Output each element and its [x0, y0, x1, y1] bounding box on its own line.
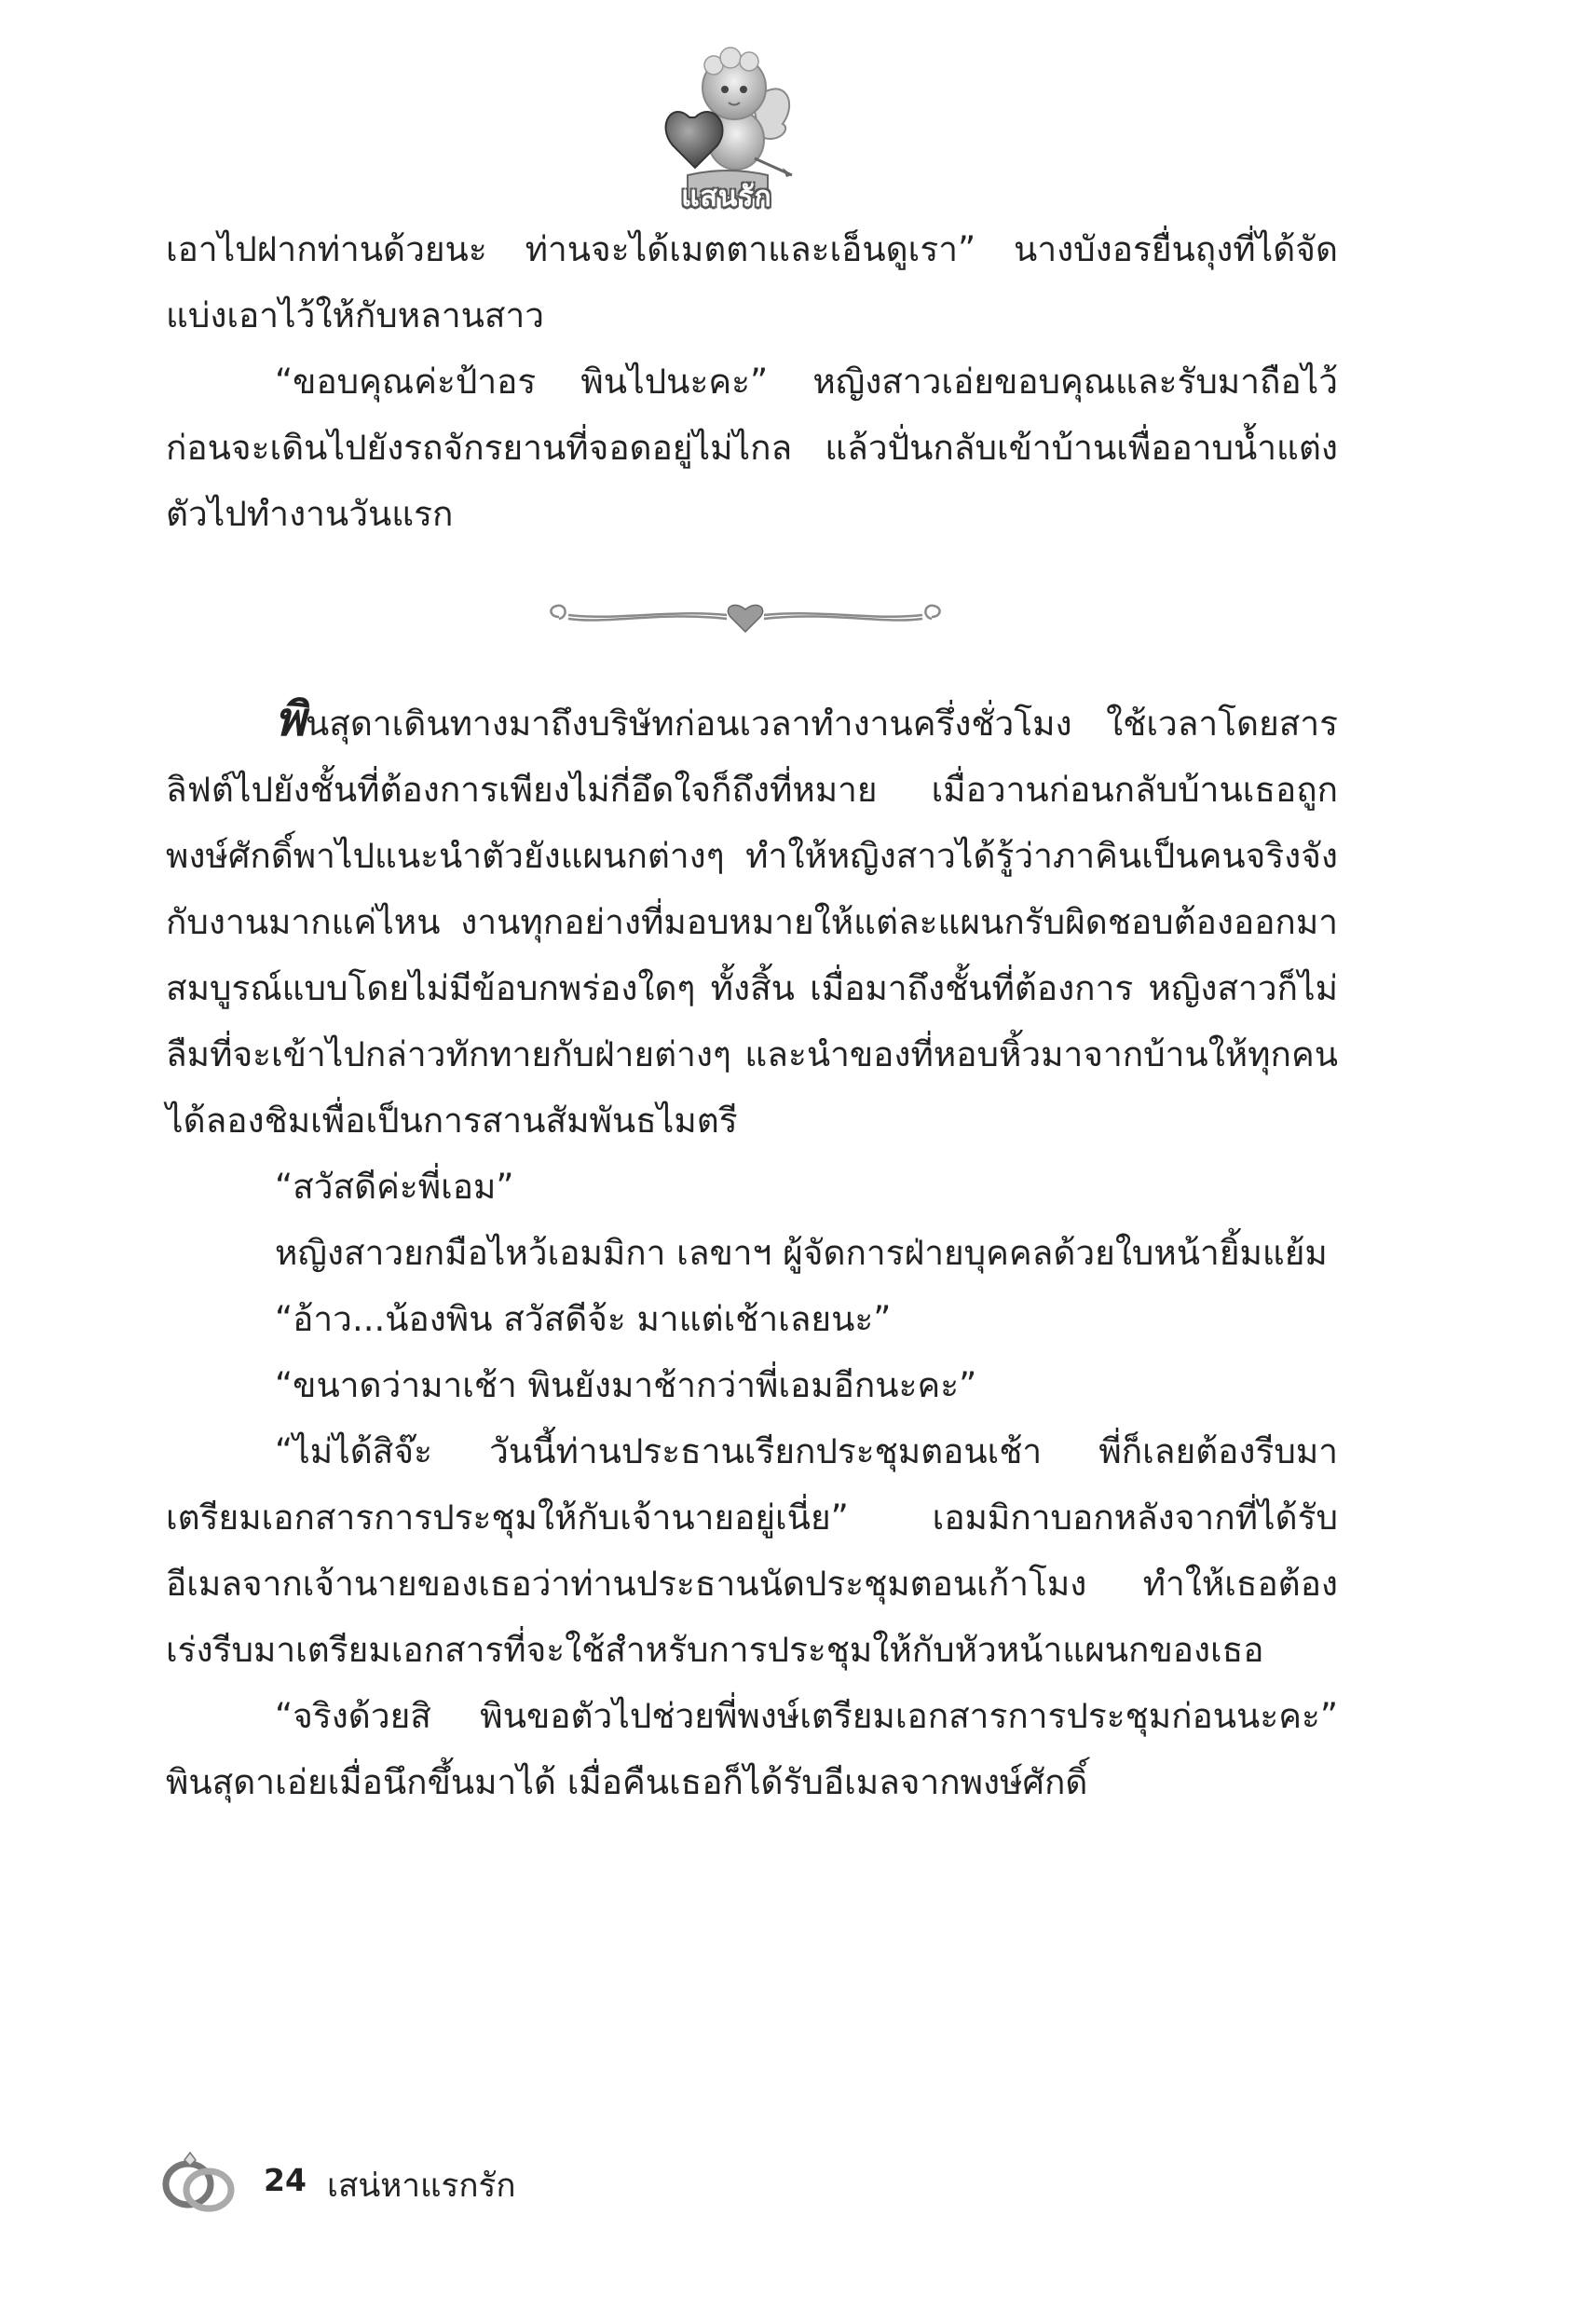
section-first-paragraph: [166, 687, 1338, 1154]
paragraph: “ขอบคุณค่ะป้าอร พินไปนะคะ” หญิงสาวเอ่ยขอบคุณและรับมาถือไว้ ก่อนจะเดินไปยังรถจักรยานที่จอดอยู่ไม่ไกล แล้วปั่นกลับเข้าบ้านเพื่ออาบน้ำแต่งตัวไปทำงานวันแรก: [166, 362, 1338, 534]
paragraph: “ขนาดว่ามาเช้า พินยังมาช้ากว่าพี่เอมอีกนะคะ”: [275, 1365, 977, 1405]
paragraph: “ไม่ได้สิจ๊ะ วันนี้ท่านประธานเรียกประชุมตอนเช้า พี่ก็เลยต้องรีบมาเตรียมเอกสารการประชุมให้กับเจ้านายอยู่เนี่ย” เอมมิกาบอกหลังจากที่ได้รับอีเมลจากเจ้านายของเธอว่าท่านประธานนัดประชุมตอนเก้าโมง ทำให้เธอต้องเร่งรีบมาเตรียมเอกสารที่จะใช้สำหรับการประชุมให้กับหัวหน้าแผนกของเธอ: [166, 1431, 1338, 1670]
drop-word: พิ: [275, 692, 306, 746]
paragraph: “สวัสดีค่ะพี่เอม”: [275, 1167, 514, 1207]
book-title: เสน่หาแรกรัก: [327, 2167, 516, 2205]
logo-text: แสนรัก: [681, 181, 772, 213]
header-logo: [652, 35, 801, 213]
heart-scroll-divider-icon: [540, 596, 950, 637]
page-number: 24: [264, 2162, 307, 2198]
wedding-rings-icon: [157, 2143, 240, 2218]
paragraph: หญิงสาวยกมือไหว้เอมมิกา เลขาฯ ผู้จัดการฝ่ายบุคคลด้วยใบหน้ายิ้มแย้ม: [275, 1233, 1328, 1273]
paragraph: “อ้าว...น้องพิน สวัสดีจ้ะ มาแต่เช้าเลยนะ”: [275, 1299, 892, 1339]
paragraph-text: นสุดาเดินทางมาถึงบริษัทก่อนเวลาทำงานครึ่งชั่วโมง ใช้เวลาโดยสารลิฟต์ไปยังชั้นที่ต้องการเพียงไม่กี่อึดใจก็ถึงที่หมาย เมื่อวานก่อนกลับบ้านเธอถูกพงษ์ศักดิ์พาไปแนะนำตัวยังแผนกต่างๆ ทำให้หญิงสาวได้รู้ว่าภาคินเป็นคนจริงจังกับงานมากแค่ไหน งานทุกอย่างที่มอบหมายให้แต่ละแผนกรับผิดชอบต้องออกมาสมบูรณ์แบบโดยไม่มีข้อบกพร่องใดๆ ทั้งสิ้น เมื่อมาถึงชั้นที่ต้องการ หญิงสาวก็ไม่ลืมที่จะเข้าไปกล่าวทักทายกับฝ่ายต่างๆ และนำของที่หอบหิ้วมาจากบ้านให้ทุกคนได้ลองชิมเพื่อเป็นการสานสัมพันธไมตรี: [166, 704, 1338, 1141]
paragraph: “จริงด้วยสิ พินขอตัวไปช่วยพี่พงษ์เตรียมเอกสารการประชุมก่อนนะคะ” พินสุดาเอ่ยเมื่อนึกขึ้นมาได้ เมื่อคืนเธอก็ได้รับอีเมลจากพงษ์ศักดิ์: [166, 1696, 1338, 1802]
page-content: [166, 216, 1338, 1815]
section-divider: [540, 596, 950, 637]
paragraph: เอาไปฝากท่านด้วยนะ ท่านจะได้เมตตาและเอ็นดูเรา” นางบังอรยื่นถุงที่ได้จัดแบ่งเอาไว้ให้กับหลานสาว: [166, 229, 1338, 335]
page-footer: [157, 2143, 809, 2218]
